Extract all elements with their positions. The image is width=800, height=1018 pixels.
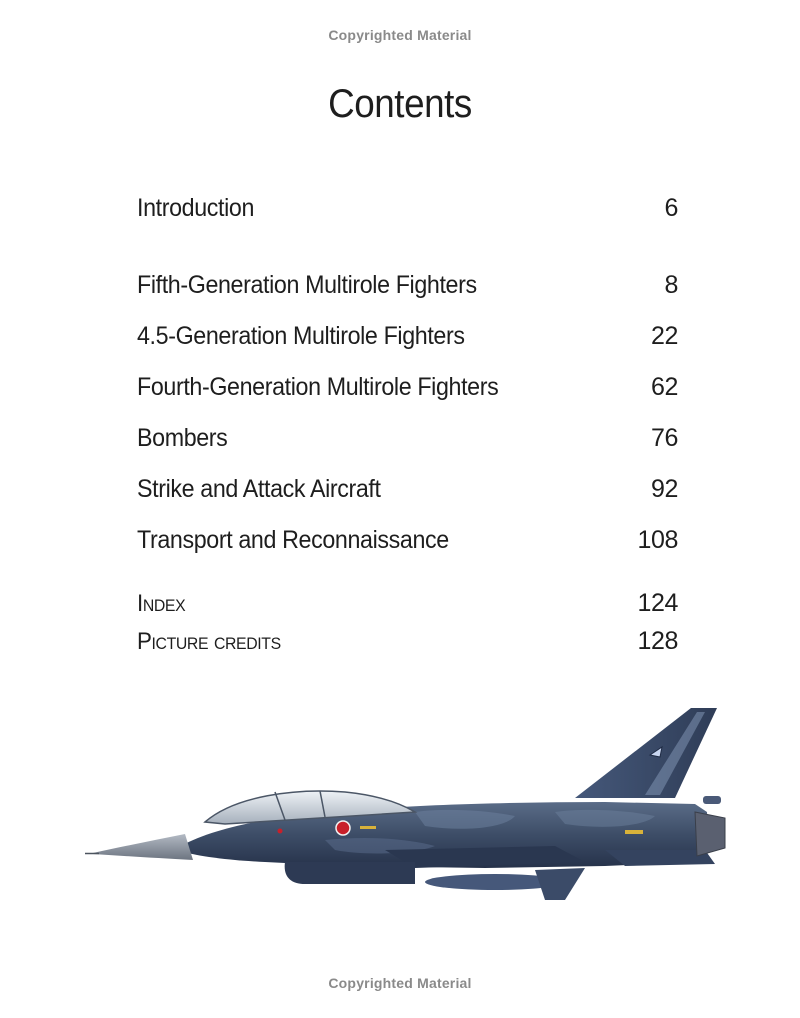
- toc-entry-label: 4.5-Generation Multirole Fighters: [137, 322, 465, 350]
- toc-entry-page: 62: [650, 373, 678, 401]
- toc-entry-4-5-generation[interactable]: [137, 322, 678, 356]
- copyright-header: Copyrighted Material: [328, 27, 472, 43]
- toc-entry-fourth-generation[interactable]: [137, 373, 678, 407]
- toc-entry-page: 124: [637, 589, 678, 617]
- toc-entry-page: 128: [637, 627, 678, 655]
- fighter-jet-illustration: [85, 700, 735, 920]
- page-title: Contents: [328, 82, 472, 126]
- toc-entry-page: 6: [664, 194, 678, 222]
- toc-entry-introduction[interactable]: [137, 194, 678, 228]
- toc-entry-label: Index: [137, 590, 186, 617]
- toc-entry-label: Picture credits: [137, 628, 281, 655]
- toc-entry-label: Introduction: [137, 194, 255, 222]
- toc-entry-page: 8: [664, 271, 678, 299]
- ventral-fin: [535, 868, 585, 900]
- toc-entry-page: 76: [650, 424, 678, 452]
- toc-entry-page: 22: [650, 322, 678, 350]
- toc-entry-page: 92: [650, 475, 678, 503]
- vertical-tail: [575, 708, 717, 798]
- toc-entry-label: Fifth-Generation Multirole Fighters: [137, 271, 477, 299]
- toc-entry-label: Fourth-Generation Multirole Fighters: [137, 373, 499, 401]
- toc-entry-index[interactable]: [137, 589, 678, 623]
- table-of-contents: [137, 0, 678, 700]
- toc-entry-strike-attack[interactable]: [137, 475, 678, 509]
- engine-nozzle: [695, 812, 725, 856]
- toc-entry-bombers[interactable]: [137, 424, 678, 458]
- toc-entry-picture-credits[interactable]: [137, 627, 678, 661]
- toc-entry-label: Transport and Reconnaissance: [137, 526, 449, 554]
- copyright-footer: Copyrighted Material: [328, 975, 472, 991]
- roundel: [336, 821, 350, 835]
- toc-entry-label: Bombers: [137, 424, 228, 452]
- toc-entry-page: 108: [637, 526, 678, 554]
- nose-cone: [93, 834, 193, 860]
- toc-entry-label: Strike and Attack Aircraft: [137, 475, 381, 503]
- toc-entry-fifth-generation[interactable]: [137, 271, 678, 305]
- air-intake: [285, 862, 415, 884]
- toc-entry-transport-reconnaissance[interactable]: [137, 526, 678, 560]
